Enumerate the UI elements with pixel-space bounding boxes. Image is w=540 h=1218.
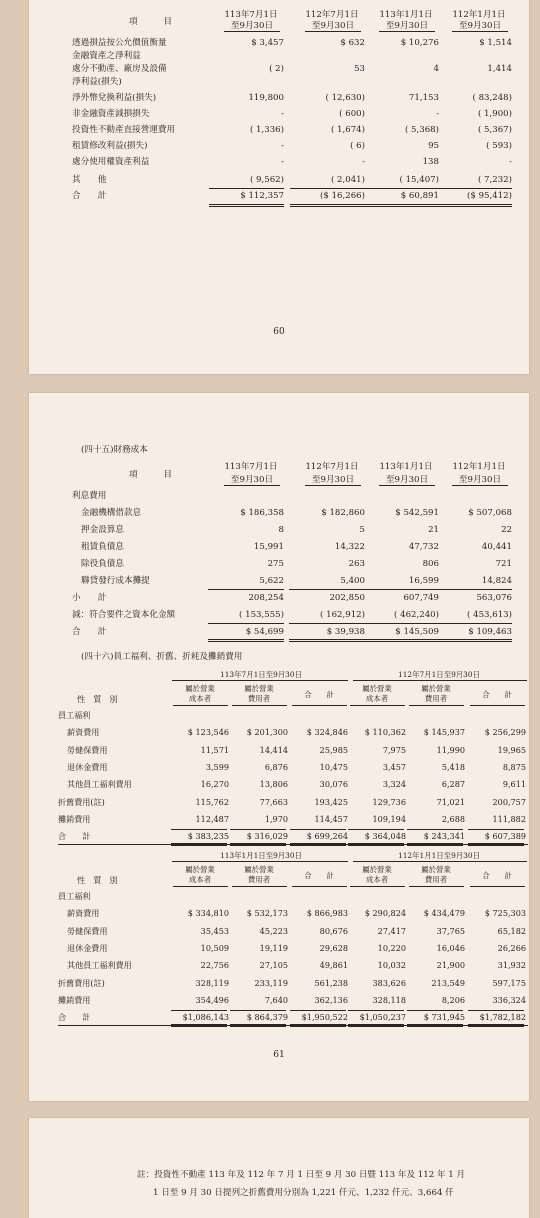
cell-value: 37,765	[436, 925, 465, 936]
cell-value: ( 5,367)	[477, 125, 512, 135]
cell-value: 16,599	[408, 576, 439, 586]
cell-value: $ 383,235	[187, 831, 229, 842]
total-rule	[289, 639, 365, 642]
column-header: 合 計	[482, 871, 512, 880]
subtotal-rule	[208, 623, 284, 624]
cell-value: $ 145,937	[423, 727, 465, 738]
row-label: 淨利益(損失)	[72, 77, 122, 87]
cell-value: ( 600)	[339, 109, 365, 119]
cell-value: 45,223	[259, 925, 288, 936]
subtotal-rule	[363, 623, 439, 624]
cell-value: $ 243,341	[423, 831, 465, 842]
cell-value: -	[281, 109, 284, 119]
column-header: 成本者	[188, 875, 212, 884]
cell-value: 53	[354, 64, 365, 74]
column-header: 費用者	[247, 694, 271, 703]
subtotal-rule	[436, 589, 512, 590]
cell-value: $ 145,509	[395, 627, 439, 637]
page-number: 60	[273, 327, 285, 337]
period-header: 113年1月1日	[379, 10, 433, 20]
period-header: 112年7月1日	[305, 462, 359, 472]
subtotal-rule	[290, 188, 365, 189]
period-header: 至9月30日	[305, 475, 361, 486]
total-rule	[437, 204, 512, 207]
total-rule	[290, 204, 365, 207]
row-label: 合 計	[58, 1012, 91, 1023]
cell-value: 80,676	[319, 925, 348, 936]
nature-label: 性 質 別	[77, 694, 118, 704]
cell-value: 3,324	[382, 779, 406, 790]
cell-value: 129,736	[372, 796, 406, 807]
cell-value: $ 110,362	[364, 727, 406, 738]
subtotal-rule	[289, 589, 365, 590]
cell-value: $ 60,891	[400, 191, 439, 201]
table-bottom-rule	[58, 1025, 528, 1026]
group-rule	[353, 680, 527, 681]
cell-value: ( 2,041)	[330, 175, 365, 185]
cell-value: $ 10,276	[400, 38, 439, 48]
cell-value: ( 83,248)	[472, 93, 512, 103]
row-label: 攤銷費用	[58, 994, 91, 1005]
header-rule	[232, 705, 287, 706]
period-header: 112年1月1日	[452, 462, 506, 472]
cell-value: -	[509, 157, 512, 167]
cell-value: $ 201,300	[246, 727, 288, 738]
subtotal-rule	[407, 1010, 463, 1011]
row-label: 退休金費用	[67, 761, 108, 772]
cell-value: 9,611	[502, 779, 526, 790]
row-label: 金融機構借款息	[81, 508, 142, 518]
cell-value: 15,991	[253, 542, 284, 552]
subtotal-rule	[468, 1010, 524, 1011]
row-label: 攤銷費用	[58, 813, 91, 824]
period-header: 112年1月1日	[452, 10, 506, 20]
cell-value: 25,985	[319, 744, 348, 755]
cell-value: $1,050,237	[359, 1012, 406, 1023]
row-label: 利息費用	[72, 491, 107, 501]
page-62	[29, 1118, 529, 1218]
cell-value: $ 507,068	[468, 508, 512, 518]
period-label: 112年7月1日至9月30日	[398, 670, 480, 679]
cell-value: $ 725,303	[484, 908, 526, 919]
subtotal-rule	[208, 589, 284, 590]
cell-value: 563,076	[476, 593, 512, 603]
cell-value: $ 434,479	[423, 908, 465, 919]
header-rule	[409, 705, 464, 706]
subtotal-rule	[171, 1010, 227, 1011]
cell-value: ( 6)	[350, 141, 365, 151]
subtotal-rule	[290, 1010, 346, 1011]
row-label: 處分使用權資產利益	[72, 157, 150, 167]
cell-value: $ 1,514	[479, 38, 512, 48]
cell-value: 112,487	[195, 813, 229, 824]
column-header: 屬於營業	[362, 865, 392, 874]
cell-value: 561,238	[314, 977, 348, 988]
cell-value: $ 3,457	[251, 38, 284, 48]
cell-value: 21	[428, 525, 439, 535]
column-header: 費用者	[424, 875, 448, 884]
subtotal-rule	[436, 623, 512, 624]
cell-value: -	[362, 157, 365, 167]
column-header: 屬於營業	[421, 865, 451, 874]
column-header: 屬於營業	[244, 684, 274, 693]
cell-value: 47,732	[408, 542, 439, 552]
cell-value: $1,950,522	[301, 1012, 348, 1023]
header-rule	[232, 886, 287, 887]
column-header: 屬於營業	[362, 684, 392, 693]
cell-value: 19,965	[497, 744, 526, 755]
cell-value: ( 453,613)	[467, 610, 512, 620]
cell-value: 11,571	[200, 744, 229, 755]
cell-value: 14,322	[334, 542, 365, 552]
cell-value: 111,882	[492, 813, 526, 824]
period-header: 至9月30日	[379, 21, 435, 32]
cell-value: ( 12,630)	[325, 93, 365, 103]
cell-value: 119,800	[248, 93, 284, 103]
cell-value: $1,782,182	[479, 1012, 526, 1023]
period-header: 至9月30日	[224, 21, 280, 32]
total-rule	[436, 639, 512, 642]
row-label: 合 計	[72, 627, 107, 637]
subtotal-rule	[348, 829, 404, 830]
cell-value: 6,876	[264, 761, 288, 772]
cell-value: 11,990	[436, 744, 465, 755]
row-label: 折舊費用(註)	[58, 977, 105, 988]
cell-value: 35,453	[200, 925, 229, 936]
cell-value: 1,970	[264, 813, 288, 824]
cell-value: 71,021	[436, 796, 465, 807]
column-header: 成本者	[365, 694, 389, 703]
total-rule	[208, 639, 284, 642]
cell-value: ( 7,232)	[477, 175, 512, 185]
cell-value: 22	[501, 525, 512, 535]
cell-value: 233,119	[254, 977, 288, 988]
cell-value: $ 316,029	[246, 831, 288, 842]
header-rule	[470, 705, 525, 706]
column-header: 合 計	[304, 871, 334, 880]
cell-value: 49,861	[319, 960, 348, 971]
row-label: 員工福利	[58, 891, 91, 901]
cell-value: 114,457	[314, 813, 348, 824]
column-header: 屬於營業	[421, 684, 451, 693]
cell-value: ( 593)	[486, 141, 512, 151]
cell-value: 71,153	[408, 93, 439, 103]
row-label: 其他員工福利費用	[67, 779, 132, 790]
cell-value: 383,626	[372, 977, 406, 988]
note-line-1: 註：投資性不動產 113 年及 112 年 7 月 1 日至 9 月 30 日暨 113 年及 112 年 1 月	[137, 1170, 466, 1180]
row-label: 聯貸發行成本攤提	[81, 576, 150, 586]
column-header: 費用者	[247, 875, 271, 884]
cell-value: ( 1,900)	[477, 109, 512, 119]
cell-value: 13,806	[259, 779, 288, 790]
header-item: 項 目	[129, 17, 172, 27]
total-rule	[364, 204, 439, 207]
cell-value: $ 334,810	[187, 908, 229, 919]
cell-value: $ 182,860	[321, 508, 365, 518]
cell-value: 7,640	[264, 994, 288, 1005]
cell-value: 5	[359, 525, 365, 535]
cell-value: $ 109,463	[468, 627, 512, 637]
period-label: 112年1月1日至9月30日	[398, 851, 480, 860]
subtotal-rule	[363, 589, 439, 590]
subtotal-rule	[364, 188, 439, 189]
cell-value: 202,850	[329, 593, 365, 603]
cell-value: 77,663	[259, 796, 288, 807]
row-label: 投資性不動產直接營運費用	[72, 125, 176, 135]
cell-value: 26,266	[497, 942, 526, 953]
header-rule	[292, 705, 347, 706]
cell-value: ( 153,555)	[239, 610, 284, 620]
cell-value: 10,475	[319, 761, 348, 772]
cell-value: 115,762	[195, 796, 229, 807]
column-header: 合 計	[482, 690, 512, 699]
cell-value: 6,287	[441, 779, 465, 790]
header-rule	[173, 705, 228, 706]
cell-value: $ 607,389	[484, 831, 526, 842]
cell-value: ($ 16,266)	[320, 191, 365, 201]
row-label: 合 計	[72, 191, 107, 201]
cell-value: 10,509	[200, 942, 229, 953]
row-label: 小 計	[72, 593, 107, 603]
group-rule	[172, 680, 348, 681]
cell-value: 29,628	[319, 942, 348, 953]
cell-value: 10,032	[377, 960, 406, 971]
cell-value: ( 1,336)	[249, 125, 284, 135]
period-header: 至9月30日	[224, 475, 280, 486]
period-label: 113年1月1日至9月30日	[220, 851, 302, 860]
subtotal-rule	[468, 829, 524, 830]
cell-value: 5,400	[340, 576, 365, 586]
row-label: 透過損益按公允價值衡量	[72, 38, 167, 48]
employee-title: (四十六)員工福利、折舊、折耗及攤銷費用	[81, 652, 243, 662]
cell-value: 138	[422, 157, 439, 167]
period-header: 112年7月1日	[305, 10, 359, 20]
total-rule	[209, 204, 284, 207]
cell-value: 14,414	[259, 744, 288, 755]
cell-value: 65,182	[497, 925, 526, 936]
cell-value: 597,175	[492, 977, 526, 988]
cell-value: 3,457	[382, 761, 406, 772]
row-label: 除役負債息	[81, 559, 124, 569]
cell-value: 275	[267, 559, 284, 569]
period-header: 至9月30日	[452, 475, 508, 486]
cell-value: $ 324,846	[306, 727, 348, 738]
header-rule	[350, 886, 405, 887]
cell-value: $ 39,938	[326, 627, 365, 637]
cell-value: 336,324	[492, 994, 526, 1005]
cell-value: 16,270	[200, 779, 229, 790]
cell-value: 30,076	[319, 779, 348, 790]
header-rule	[409, 886, 464, 887]
row-label: 租賃負債息	[81, 542, 124, 552]
cell-value: ($ 95,412)	[467, 191, 512, 201]
row-label: 金融資產之淨利益	[72, 51, 141, 61]
nature-label: 性 質 別	[77, 875, 118, 885]
row-label: 減：符合要件之資本化金額	[72, 610, 176, 620]
cell-value: $ 731,945	[423, 1012, 465, 1023]
period-header: 113年7月1日	[224, 10, 278, 20]
column-header: 費用者	[424, 694, 448, 703]
column-header: 屬於營業	[244, 865, 274, 874]
cell-value: 5,622	[259, 576, 284, 586]
column-header: 成本者	[365, 875, 389, 884]
cell-value: 328,119	[195, 977, 229, 988]
cell-value: 16,046	[436, 942, 465, 953]
row-label: 員工福利	[58, 710, 91, 720]
subtotal-rule	[407, 829, 463, 830]
period-header: 113年7月1日	[224, 462, 278, 472]
subtotal-rule	[209, 188, 284, 189]
cell-value: 19,119	[259, 942, 288, 953]
group-rule	[172, 861, 348, 862]
table-bottom-rule	[58, 844, 528, 845]
cell-value: ( 9,562)	[249, 175, 284, 185]
subtotal-rule	[230, 1010, 286, 1011]
row-label: 退休金費用	[67, 942, 108, 953]
cell-value: $ 54,699	[245, 627, 284, 637]
cell-value: ( 15,407)	[399, 175, 439, 185]
column-header: 成本者	[188, 694, 212, 703]
row-label: 非金融資產減損損失	[72, 109, 150, 119]
header-rule	[292, 886, 347, 887]
cell-value: 2,688	[441, 813, 465, 824]
cell-value: 14,824	[481, 576, 512, 586]
page-number: 61	[273, 1050, 285, 1060]
row-label: 租賃修改利益(損失)	[72, 141, 148, 151]
cell-value: ( 462,240)	[394, 610, 439, 620]
cell-value: $1,086,143	[182, 1012, 229, 1023]
cell-value: 4	[433, 64, 439, 74]
cell-value: 8,206	[441, 994, 465, 1005]
row-label: 勞健保費用	[67, 925, 108, 936]
subtotal-rule	[290, 829, 346, 830]
header-rule	[173, 886, 228, 887]
header-item: 項 目	[129, 470, 172, 480]
cell-value: 193,425	[314, 796, 348, 807]
cell-value: 27,417	[377, 925, 406, 936]
cell-value: $ 256,299	[484, 727, 526, 738]
row-label: 勞健保費用	[67, 744, 108, 755]
cell-value: ( 162,912)	[320, 610, 365, 620]
cell-value: 8	[278, 525, 284, 535]
cell-value: 31,932	[497, 960, 526, 971]
cell-value: 109,194	[372, 813, 406, 824]
cell-value: 7,975	[382, 744, 406, 755]
row-label: 薪資費用	[67, 727, 100, 738]
note-line-2: 1 日至 9 月 30 日提列之折舊費用分別為 1,221 仟元、1,232 仟元、3,664 仟	[153, 1188, 454, 1198]
row-label: 其 他	[72, 175, 107, 185]
cell-value: 1,414	[487, 64, 512, 74]
cell-value: 354,496	[195, 994, 229, 1005]
period-header: 113年1月1日	[379, 462, 433, 472]
column-header: 屬於營業	[185, 684, 215, 693]
cell-value: 263	[348, 559, 365, 569]
cell-value: 27,105	[259, 960, 288, 971]
cell-value: 21,900	[436, 960, 465, 971]
cell-value: 22,756	[200, 960, 229, 971]
cell-value: ( 1,674)	[330, 125, 365, 135]
finance-title: (四十五)財務成本	[81, 445, 148, 455]
cell-value: $ 864,379	[246, 1012, 288, 1023]
cell-value: $ 123,546	[187, 727, 229, 738]
cell-value: 3,599	[205, 761, 229, 772]
cell-value: ( 5,368)	[404, 125, 439, 135]
subtotal-rule	[437, 188, 512, 189]
subtotal-rule	[348, 1010, 404, 1011]
period-label: 113年7月1日至9月30日	[220, 670, 302, 679]
cell-value: 213,549	[431, 977, 465, 988]
column-header: 屬於營業	[185, 865, 215, 874]
cell-value: 607,749	[403, 593, 439, 603]
page-60	[29, 0, 529, 374]
cell-value: 95	[428, 141, 439, 151]
page-61	[29, 393, 529, 1101]
cell-value: $ 112,357	[240, 191, 284, 201]
row-label: 折舊費用(註)	[58, 796, 105, 807]
section-title	[81, 0, 174, 1]
cell-value: 362,136	[314, 994, 348, 1005]
cell-value: $ 632	[340, 38, 365, 48]
cell-value: -	[281, 141, 284, 151]
cell-value: $ 290,824	[364, 908, 406, 919]
group-rule	[353, 861, 527, 862]
cell-value: 10,220	[377, 942, 406, 953]
header-rule	[350, 705, 405, 706]
cell-value: -	[436, 109, 439, 119]
cell-value: -	[281, 157, 284, 167]
column-header: 合 計	[304, 690, 334, 699]
row-label: 淨外幣兌換利益(損失)	[72, 93, 157, 103]
cell-value: 40,441	[481, 542, 512, 552]
cell-value: $ 364,048	[364, 831, 406, 842]
cell-value: 806	[422, 559, 439, 569]
row-label: 處分不動產、廠房及設備	[72, 64, 167, 74]
subtotal-rule	[171, 829, 227, 830]
cell-value: $ 186,358	[240, 508, 284, 518]
cell-value: ( 2)	[269, 64, 284, 74]
cell-value: 8,875	[502, 761, 526, 772]
cell-value: 208,254	[248, 593, 284, 603]
cell-value: 5,418	[441, 761, 465, 772]
row-label: 押金設算息	[81, 525, 124, 535]
cell-value: 328,118	[372, 994, 406, 1005]
cell-value: $ 699,264	[306, 831, 348, 842]
total-rule	[363, 639, 439, 642]
period-header: 至9月30日	[305, 21, 361, 32]
row-label: 薪資費用	[67, 908, 100, 919]
period-header: 至9月30日	[379, 475, 435, 486]
header-rule	[470, 886, 525, 887]
cell-value: 200,757	[492, 796, 526, 807]
row-label: 其他員工福利費用	[67, 960, 132, 971]
cell-value: 721	[495, 559, 512, 569]
cell-value: $ 532,173	[246, 908, 288, 919]
cell-value: $ 866,983	[306, 908, 348, 919]
row-label: 合 計	[58, 831, 91, 842]
subtotal-rule	[230, 829, 286, 830]
cell-value: $ 542,591	[395, 508, 439, 518]
period-header: 至9月30日	[452, 21, 508, 32]
subtotal-rule	[289, 623, 365, 624]
